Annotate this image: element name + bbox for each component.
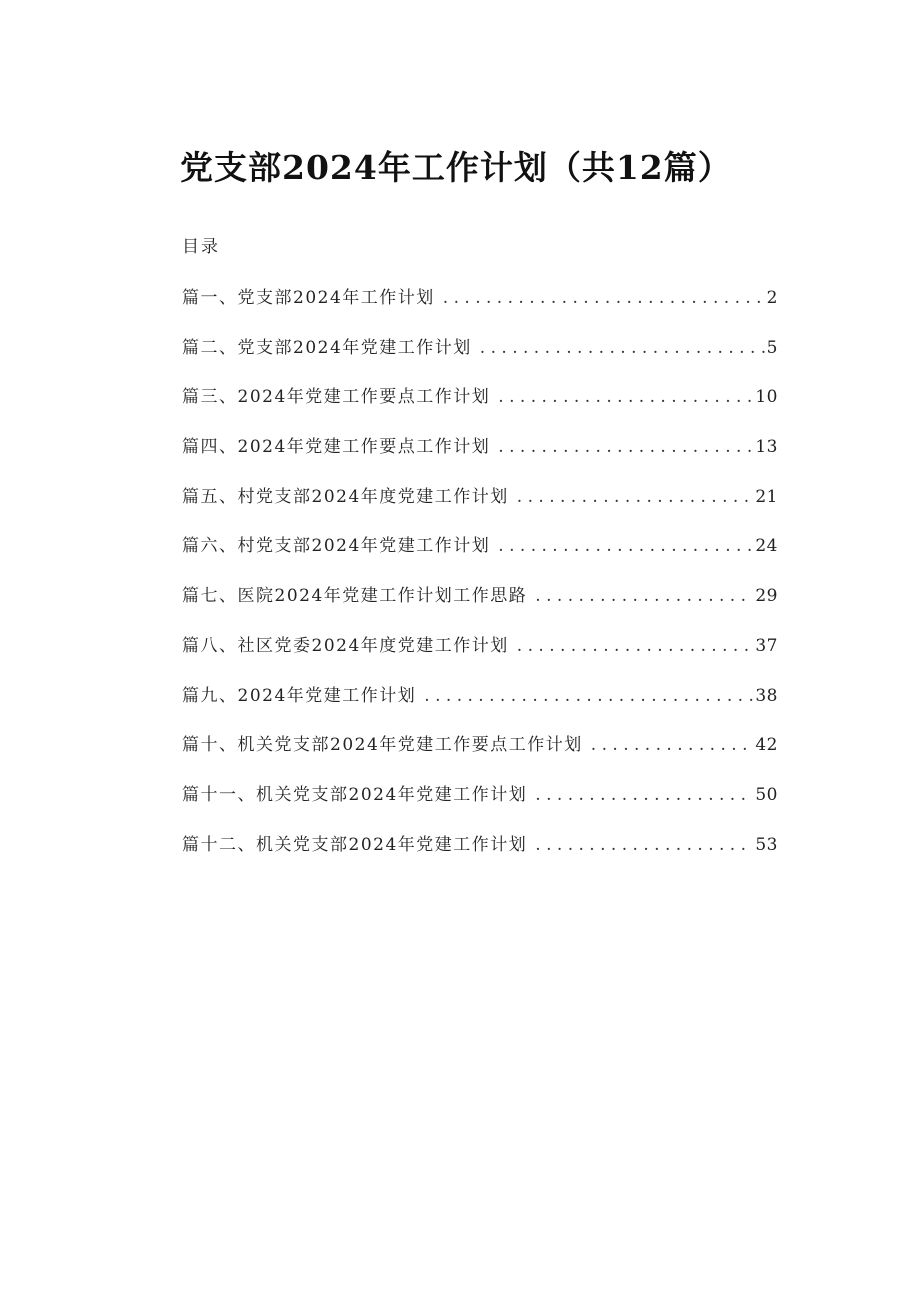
toc-leader-dots (535, 785, 753, 805)
toc-leader-dots (424, 686, 753, 706)
toc-page-number: 21 (755, 486, 778, 507)
document-title: 党支部2024年工作计划（共12篇） (180, 148, 732, 187)
toc-page-number: 24 (755, 536, 778, 557)
toc-leader-dots (498, 387, 753, 407)
toc-entry-1[interactable] (182, 283, 778, 333)
toc-page-number: 2 (766, 288, 778, 308)
toc-entry-8[interactable] (182, 631, 778, 681)
toc-leader-dots (443, 288, 765, 308)
toc-leader-dots (535, 586, 753, 606)
toc-page-number: 53 (755, 834, 778, 855)
toc-leader-dots (498, 437, 753, 457)
toc-leader-dots (498, 536, 753, 556)
toc-page-number: 37 (755, 635, 778, 656)
toc-entry-10[interactable] (182, 730, 778, 780)
toc-page-number: 13 (755, 437, 778, 458)
toc-page-number: 29 (755, 586, 778, 607)
toc-entry-label: 篇十二、机关党支部2024年党建工作计划 (182, 834, 528, 855)
toc-page-number: 38 (755, 685, 778, 706)
toc-entry-4[interactable] (182, 432, 778, 482)
toc-entry-5[interactable] (182, 482, 778, 532)
toc-entry-12[interactable] (182, 830, 778, 880)
table-of-contents (182, 283, 778, 879)
toc-entry-label: 篇五、村党支部2024年度党建工作计划 (182, 486, 509, 507)
toc-entry-label: 篇八、社区党委2024年度党建工作计划 (182, 635, 509, 656)
toc-entry-label: 篇一、党支部2024年工作计划 (182, 288, 435, 308)
toc-entry-label: 篇二、党支部2024年党建工作计划 (182, 337, 472, 358)
toc-entry-2[interactable] (182, 333, 778, 383)
toc-entry-9[interactable] (182, 681, 778, 731)
toc-heading: 目录 (182, 237, 220, 257)
toc-entry-label: 篇九、2024年党建工作计划 (182, 685, 417, 706)
toc-entry-label: 篇十一、机关党支部2024年党建工作计划 (182, 784, 528, 805)
toc-entry-3[interactable] (182, 382, 778, 432)
toc-page-number: 5 (766, 337, 778, 358)
toc-entry-label: 篇四、2024年党建工作要点工作计划 (182, 437, 491, 458)
toc-page-number: 50 (755, 784, 778, 805)
toc-page-number: 42 (755, 735, 778, 756)
toc-entry-label: 篇七、医院2024年党建工作计划工作思路 (182, 586, 528, 607)
toc-entry-7[interactable] (182, 581, 778, 631)
toc-leader-dots (517, 636, 754, 656)
toc-leader-dots (591, 735, 754, 755)
toc-leader-dots (535, 835, 753, 855)
toc-entry-6[interactable] (182, 531, 778, 581)
toc-page-number: 10 (755, 387, 778, 408)
toc-entry-label: 篇六、村党支部2024年党建工作计划 (182, 536, 491, 557)
toc-entry-label: 篇十、机关党支部2024年党建工作要点工作计划 (182, 735, 583, 756)
toc-entry-11[interactable] (182, 780, 778, 830)
toc-leader-dots (480, 338, 765, 358)
toc-entry-label: 篇三、2024年党建工作要点工作计划 (182, 387, 491, 408)
toc-leader-dots (517, 487, 754, 507)
